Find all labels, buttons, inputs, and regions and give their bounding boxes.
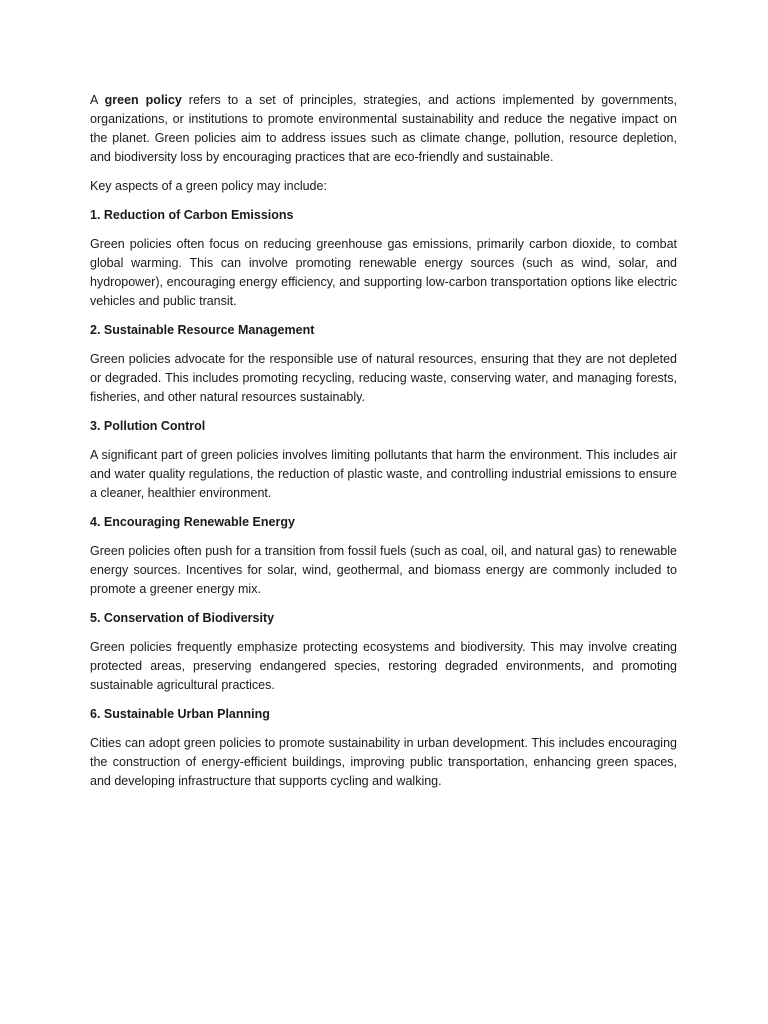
section-body: Green policies advocate for the responsible use of natural resources, ensuring that they are not depleted or degraded. This includes promoting recycling, reducing waste, conserving water, and managing forests, fisheries, and other natural resources sustainably. [90,352,677,404]
section-body: A significant part of green policies involves limiting pollutants that harm the environment. This includes air and water quality regulations, the reduction of plastic waste, and controlling industrial emissions to ensure a cleaner, healthier environment. [90,448,677,500]
section-heading: 4. Encouraging Renewable Energy [90,515,295,529]
document-body [90,91,677,801]
section-body: Cities can adopt green policies to promote sustainability in urban development. This includes encouraging the construction of energy-efficient buildings, improving public transportation, enhancing green spaces, and developing infrastructure that supports cycling and walking. [90,736,677,788]
section-heading: 1. Reduction of Carbon Emissions [90,208,294,222]
intro-prefix: A [90,93,105,107]
section-heading: 6. Sustainable Urban Planning [90,707,270,721]
section-heading: 5. Conservation of Biodiversity [90,611,275,625]
section-body: Green policies often push for a transition from fossil fuels (such as coal, oil, and natural gas) to renewable energy sources. Incentives for solar, wind, geothermal, and biomass energy are commonly included to promote a greener energy mix. [90,544,677,596]
intro-term: green policy [104,93,182,107]
section-heading: 2. Sustainable Resource Management [90,323,315,337]
intro-paragraph [90,91,677,167]
section-body: Green policies frequently emphasize protecting ecosystems and biodiversity. This may involve creating protected areas, preserving endangered species, restoring degraded environments, and promoting sustainable agricultural practices. [90,640,677,692]
section-body: Green policies often focus on reducing greenhouse gas emissions, primarily carbon dioxide, to combat global warming. This can involve promoting renewable energy sources (such as wind, solar, and hydropower), encouraging energy efficiency, and supporting low-carbon transportation options like electric vehicles and public transit. [90,237,677,308]
lead-paragraph: Key aspects of a green policy may include: [90,179,327,193]
section-heading: 3. Pollution Control [90,419,206,433]
intro-rest: refers to a set of principles, strategies, and actions implemented by governments, organizations, or institutions to promote environmental sustainability and reduce the negative impact on the planet. Green policies aim to address issues such as climate change, pollution, resource depletion, and biodiversity loss by encouraging practices that are eco-friendly and sustainable. [90,93,677,164]
